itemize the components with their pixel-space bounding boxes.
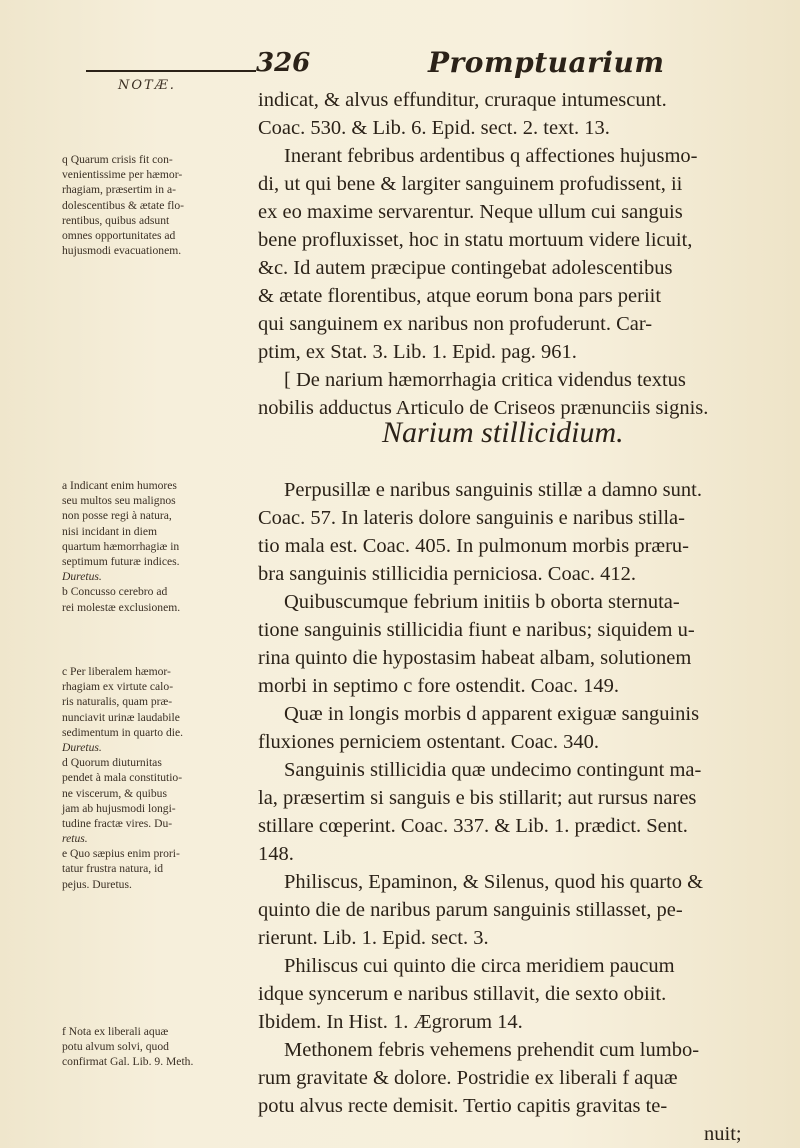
text-line: Philiscus cui quinto die circa meridiem paucum xyxy=(284,955,675,977)
note-line: venientissime per hæmor- xyxy=(62,168,183,182)
note-line: potu alvum solvi, quod xyxy=(62,1040,169,1054)
text-line: Philiscus, Epaminon, & Silenus, quod his quarto & xyxy=(284,871,704,893)
text-line: Quibuscumque febrium initiis b oborta sternuta- xyxy=(284,591,680,613)
text-line: Quæ in longis morbis d apparent exiguæ sanguinis xyxy=(284,703,700,725)
note-line: jam ab hujusmodi longi- xyxy=(62,801,176,815)
text-line: bene profluxisset, hoc in statu mortuum videre licuit, xyxy=(258,229,693,251)
margin-note-c-d-e xyxy=(62,664,258,892)
note-line: pendet à mala constitutio- xyxy=(62,771,183,785)
text-line: rina quinto die hypostasim habeat albam, solutionem xyxy=(258,647,692,669)
note-line: hujusmodi evacuationem. xyxy=(62,244,182,258)
text-line: Coac. 57. In lateris dolore sanguinis e naribus stilla- xyxy=(258,507,685,529)
text-line: &c. Id autem præcipue contingebat adolescentibus xyxy=(258,257,673,279)
note-line: rentibus, quibus adsunt xyxy=(62,213,170,227)
note-line: rhagiam, præsertim in a- xyxy=(62,183,176,197)
text-line: qui sanguinem ex naribus non profuderunt. Car- xyxy=(258,313,653,335)
note-line: omnes opportunitates ad xyxy=(62,228,176,242)
note-line: e Quo sæpius enim prori- xyxy=(62,847,180,861)
text-line: stillare cœperint. Coac. 337. & Lib. 1. prædict. Sent. xyxy=(258,815,688,837)
note-line: septimum futuræ indices. xyxy=(62,554,180,568)
note-line: f Nota ex liberali aquæ xyxy=(62,1025,169,1038)
text-line: potu alvus recte demisit. Tertio capitis gravitas te- xyxy=(258,1095,668,1117)
text-line: quinto die de naribus parum sanguinis stillasset, pe- xyxy=(258,899,683,921)
margin-note-f xyxy=(62,1024,258,1070)
note-line: q Quarum crisis fit con- xyxy=(62,153,173,166)
text-line: & ætate florentibus, atque eorum bona pars periit xyxy=(258,285,662,307)
note-line: nisi incidant in diem xyxy=(62,524,157,538)
note-line: quartum hæmorrhagiæ in xyxy=(62,539,180,553)
text-line: 148. xyxy=(258,843,294,865)
note-line: nunciavit urinæ laudabile xyxy=(62,710,180,724)
text-line: idque syncerum e naribus stillavit, die sexto obiit. xyxy=(258,983,667,1005)
text-line: morbi in septimo c fore ostendit. Coac. 149. xyxy=(258,675,619,697)
main-text-block-2 xyxy=(258,476,788,1148)
note-line: rhagiam ex virtute calo- xyxy=(62,680,174,694)
text-line: Ibidem. In Hist. 1. Ægrorum 14. xyxy=(258,1011,523,1033)
note-line: retus. xyxy=(62,832,88,846)
text-line: ptim, ex Stat. 3. Lib. 1. Epid. pag. 961. xyxy=(258,341,577,363)
text-line: Sanguinis stillicidia quæ undecimo contingunt ma- xyxy=(284,759,702,781)
page-number: 326 xyxy=(256,48,311,78)
text-line: la, præsertim si sanguis e bis stillarit; aut rursus nares xyxy=(258,787,697,809)
note-line: rei molestæ exclusionem. xyxy=(62,600,181,614)
note-line: Duretus. xyxy=(62,740,102,754)
main-text-block-1 xyxy=(258,86,788,422)
section-title: Narium stillicidium. xyxy=(382,416,624,449)
note-line: pejus. Duretus. xyxy=(62,877,132,891)
note-line: sedimentum in quarto die. xyxy=(62,725,184,739)
note-line: ne viscerum, & quibus xyxy=(62,786,167,800)
text-line: tio mala est. Coac. 405. In pulmonum morbis præru- xyxy=(258,535,690,557)
text-line: indicat, & alvus effunditur, cruraque intumescunt. xyxy=(258,89,667,111)
running-title: Promptuarium xyxy=(428,46,665,79)
note-line: Duretus. xyxy=(62,570,102,584)
text-line: di, ut qui bene & largiter sanguinem profudissent, ii xyxy=(258,173,683,195)
note-line: confirmat Gal. Lib. 9. Meth. xyxy=(62,1055,194,1069)
text-line: Coac. 530. & Lib. 6. Epid. sect. 2. text. 13. xyxy=(258,117,610,139)
text-line: rum gravitate & dolore. Postridie ex liberali f aquæ xyxy=(258,1067,678,1089)
text-line: bra sanguinis stillicidia perniciosa. Coac. 412. xyxy=(258,563,637,585)
note-line: c Per liberalem hæmor- xyxy=(62,665,171,678)
note-line: non posse regi à natura, xyxy=(62,509,172,523)
text-line: ex eo maxime servarentur. Neque ullum cui sanguis xyxy=(258,201,683,223)
text-line: Perpusillæ e naribus sanguinis stillæ a damno sunt. xyxy=(284,479,702,501)
header-rule-left xyxy=(86,70,256,72)
note-line: d Quorum diuturnitas xyxy=(62,756,162,770)
note-line: seu multos seu malignos xyxy=(62,494,176,508)
text-line: fluxiones perniciem ostentant. Coac. 340. xyxy=(258,731,600,753)
text-line: nuit; xyxy=(704,1123,742,1145)
text-line: tione sanguinis stillicidia fiunt e naribus; siquidem u- xyxy=(258,619,695,641)
text-line: rierunt. Lib. 1. Epid. sect. 3. xyxy=(258,927,489,949)
note-line: dolescentibus & ætate flo- xyxy=(62,198,185,212)
note-line: a Indicant enim humores xyxy=(62,479,177,492)
text-line: Inerant febribus ardentibus q affectiones hujusmo- xyxy=(284,145,698,167)
text-line: Methonem febris vehemens prehendit cum lumbo- xyxy=(284,1039,700,1061)
text-line: nobilis adductus Articulo de Criseos prænunciis signis. xyxy=(258,397,709,419)
note-line: b Concusso cerebro ad xyxy=(62,585,168,599)
note-line: ris naturalis, quam præ- xyxy=(62,695,173,709)
text-line: [ De narium hæmorrhagia critica videndus textus xyxy=(284,369,686,391)
margin-note-q xyxy=(62,152,258,258)
header-notae: NOTÆ. xyxy=(118,78,176,93)
note-line: tudine fractæ vires. Du- xyxy=(62,816,173,830)
note-line: tatur frustra natura, id xyxy=(62,862,164,876)
margin-note-a-b xyxy=(62,478,258,615)
